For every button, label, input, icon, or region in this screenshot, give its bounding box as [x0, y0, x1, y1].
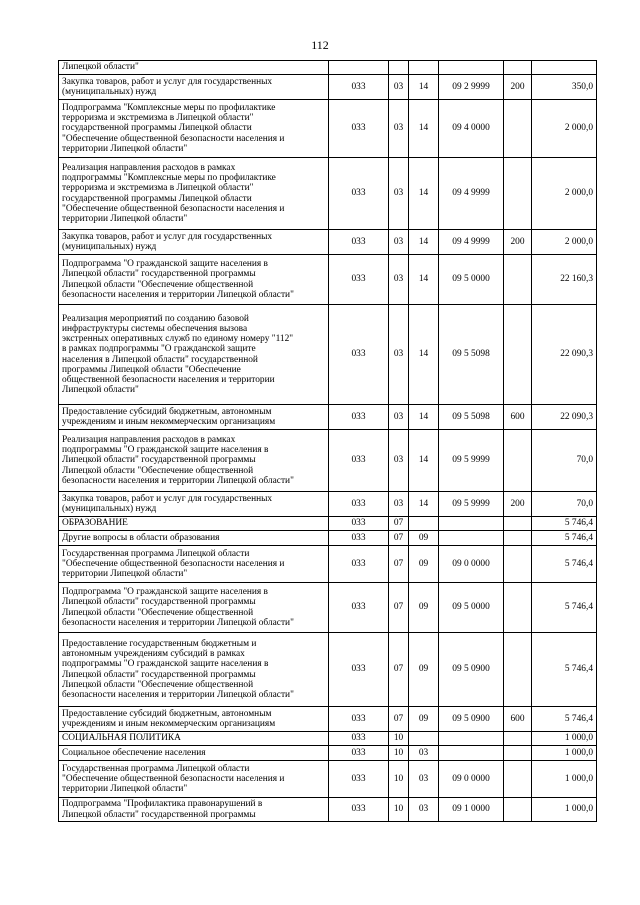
row-admin-code: 033: [329, 430, 389, 492]
row-admin-code: 033: [329, 531, 389, 546]
row-subsection-code: 03: [409, 761, 439, 798]
table-row: [59, 531, 597, 546]
row-expense-type-code: [504, 798, 532, 822]
row-name: Липецкой области": [59, 61, 329, 75]
row-target-code: 09 5 9999: [439, 492, 504, 517]
table-row: [59, 430, 597, 492]
row-section-code: 03: [389, 158, 409, 230]
row-subsection-code: 14: [409, 230, 439, 255]
budget-table-body: [59, 61, 597, 822]
row-name: Предоставление государственным бюджетным и автономным учреждениям субсидий в рамках подпрограммы "О гражданской защите населения в Липецкой области" государственной программы Липецкой области "Обеспечение общественной безопасности населения и территории Липецкой области": [59, 633, 329, 707]
row-amount: 70,0: [532, 430, 597, 492]
row-subsection-code: 14: [409, 158, 439, 230]
budget-table: [58, 60, 597, 822]
row-target-code: 09 5 0900: [439, 707, 504, 732]
row-section-code: 03: [389, 305, 409, 405]
row-section-code: 07: [389, 531, 409, 546]
row-name: Подпрограмма "Профилактика правонарушений в Липецкой области" государственной программы: [59, 798, 329, 822]
row-name: Подпрограмма "О гражданской защите населения в Липецкой области" государственной программы Липецкой области "Обеспечение общественной безопасности населения и территории Липецкой области": [59, 583, 329, 633]
row-subsection-code: 14: [409, 305, 439, 405]
row-admin-code: 033: [329, 158, 389, 230]
row-section-code: 07: [389, 707, 409, 732]
row-expense-type-code: [504, 430, 532, 492]
row-target-code: [439, 61, 504, 75]
row-target-code: 09 5 5098: [439, 405, 504, 430]
row-target-code: 09 0 0000: [439, 546, 504, 583]
row-target-code: 09 5 0900: [439, 633, 504, 707]
row-section-code: 10: [389, 761, 409, 798]
row-target-code: 09 5 5098: [439, 305, 504, 405]
table-row: [59, 732, 597, 746]
row-admin-code: 033: [329, 230, 389, 255]
row-target-code: 09 4 9999: [439, 230, 504, 255]
table-row: [59, 761, 597, 798]
row-section-code: 03: [389, 405, 409, 430]
row-expense-type-code: [504, 633, 532, 707]
row-admin-code: 033: [329, 75, 389, 100]
row-amount: 5 746,4: [532, 707, 597, 732]
row-amount: 5 746,4: [532, 517, 597, 531]
row-name: СОЦИАЛЬНАЯ ПОЛИТИКА: [59, 732, 329, 746]
row-section-code: 03: [389, 492, 409, 517]
row-section-code: 10: [389, 732, 409, 746]
row-target-code: 09 4 0000: [439, 100, 504, 158]
row-subsection-code: 09: [409, 707, 439, 732]
row-section-code: 03: [389, 75, 409, 100]
row-target-code: [439, 531, 504, 546]
row-amount: 2 000,0: [532, 158, 597, 230]
row-amount: [532, 61, 597, 75]
row-amount: 22 090,3: [532, 305, 597, 405]
row-name: ОБРАЗОВАНИЕ: [59, 517, 329, 531]
row-amount: 2 000,0: [532, 100, 597, 158]
row-name: Социальное обеспечение населения: [59, 746, 329, 761]
row-name: Предоставление субсидий бюджетным, автономным учреждениям и иным некоммерческим организациям: [59, 405, 329, 430]
row-admin-code: [329, 61, 389, 75]
row-expense-type-code: 200: [504, 492, 532, 517]
row-name: Реализация направления расходов в рамках подпрограммы "О гражданской защите населения в Липецкой области" государственной программы Липецкой области "Обеспечение общественной безопасности населения и территории Липецкой области": [59, 430, 329, 492]
row-amount: 1 000,0: [532, 746, 597, 761]
table-row: [59, 100, 597, 158]
row-amount: 1 000,0: [532, 798, 597, 822]
row-section-code: 07: [389, 546, 409, 583]
row-target-code: 09 5 0000: [439, 255, 504, 305]
row-target-code: 09 5 0000: [439, 583, 504, 633]
row-subsection-code: [409, 517, 439, 531]
row-section-code: 07: [389, 633, 409, 707]
row-name: Предоставление субсидий бюджетным, автономным учреждениям и иным некоммерческим организациям: [59, 707, 329, 732]
row-section-code: [389, 61, 409, 75]
row-subsection-code: 14: [409, 255, 439, 305]
row-subsection-code: 14: [409, 100, 439, 158]
row-admin-code: 033: [329, 546, 389, 583]
table-row: [59, 492, 597, 517]
table-row: [59, 405, 597, 430]
row-expense-type-code: 200: [504, 75, 532, 100]
row-section-code: 03: [389, 230, 409, 255]
row-expense-type-code: 600: [504, 707, 532, 732]
row-section-code: 10: [389, 746, 409, 761]
row-name: Закупка товаров, работ и услуг для государственных (муниципальных) нужд: [59, 230, 329, 255]
row-section-code: 03: [389, 430, 409, 492]
row-section-code: 03: [389, 255, 409, 305]
row-subsection-code: 14: [409, 430, 439, 492]
row-expense-type-code: [504, 761, 532, 798]
row-admin-code: 033: [329, 707, 389, 732]
row-admin-code: 033: [329, 517, 389, 531]
row-amount: 1 000,0: [532, 732, 597, 746]
row-subsection-code: [409, 61, 439, 75]
row-section-code: 10: [389, 798, 409, 822]
row-name: Закупка товаров, работ и услуг для государственных (муниципальных) нужд: [59, 75, 329, 100]
row-expense-type-code: [504, 305, 532, 405]
row-admin-code: 033: [329, 798, 389, 822]
row-amount: 1 000,0: [532, 761, 597, 798]
row-name: Государственная программа Липецкой области "Обеспечение общественной безопасности населения и территории Липецкой области": [59, 546, 329, 583]
table-row: [59, 583, 597, 633]
table-row: [59, 707, 597, 732]
row-subsection-code: 09: [409, 633, 439, 707]
row-target-code: 09 4 9999: [439, 158, 504, 230]
row-amount: 350,0: [532, 75, 597, 100]
table-row: [59, 633, 597, 707]
row-expense-type-code: [504, 100, 532, 158]
table-row: [59, 255, 597, 305]
row-expense-type-code: [504, 746, 532, 761]
row-section-code: 07: [389, 583, 409, 633]
row-amount: 5 746,4: [532, 546, 597, 583]
row-expense-type-code: 200: [504, 230, 532, 255]
row-name: Подпрограмма "О гражданской защите населения в Липецкой области" государственной программы Липецкой области "Обеспечение общественной безопасности населения и территории Липецкой области": [59, 255, 329, 305]
row-amount: 22 090,3: [532, 405, 597, 430]
row-name: Закупка товаров, работ и услуг для государственных (муниципальных) нужд: [59, 492, 329, 517]
row-admin-code: 033: [329, 633, 389, 707]
table-row: [59, 158, 597, 230]
row-admin-code: 033: [329, 100, 389, 158]
row-subsection-code: 09: [409, 546, 439, 583]
row-expense-type-code: [504, 531, 532, 546]
table-row: [59, 230, 597, 255]
row-amount: 22 160,3: [532, 255, 597, 305]
row-expense-type-code: [504, 517, 532, 531]
row-target-code: [439, 517, 504, 531]
row-section-code: 07: [389, 517, 409, 531]
row-target-code: [439, 732, 504, 746]
table-row: [59, 798, 597, 822]
row-admin-code: 033: [329, 761, 389, 798]
row-expense-type-code: [504, 583, 532, 633]
row-admin-code: 033: [329, 746, 389, 761]
row-subsection-code: 09: [409, 583, 439, 633]
row-name: Реализация направления расходов в рамках подпрограммы "Комплексные меры по профилактике терроризма и экстремизма в Липецкой области" государственной программы Липецкой области "Обеспечение общественной безопасности населения и территории Липецкой области": [59, 158, 329, 230]
row-target-code: 09 0 0000: [439, 761, 504, 798]
row-subsection-code: 14: [409, 492, 439, 517]
page-number: 112: [311, 38, 329, 52]
row-admin-code: 033: [329, 305, 389, 405]
row-name: Подпрограмма "Комплексные меры по профилактике терроризма и экстремизма в Липецкой области" государственной программы Липецкой области "Обеспечение общественной безопасности населения и территории Липецкой области": [59, 100, 329, 158]
row-target-code: 09 1 0000: [439, 798, 504, 822]
row-subsection-code: 14: [409, 75, 439, 100]
row-subsection-code: 09: [409, 531, 439, 546]
row-name: Другие вопросы в области образования: [59, 531, 329, 546]
row-admin-code: 033: [329, 492, 389, 517]
row-name: Реализация мероприятий по созданию базовой инфраструктуры системы обеспечения вызова экстренных оперативных служб по единому номеру "112" в рамках подпрограммы "О гражданской защите населения в Липецкой области" государственной программы Липецкой области "Обеспечение общественной безопасности населения и территории Липецкой области": [59, 305, 329, 405]
row-amount: 2 000,0: [532, 230, 597, 255]
row-expense-type-code: [504, 255, 532, 305]
row-subsection-code: 03: [409, 746, 439, 761]
row-section-code: 03: [389, 100, 409, 158]
row-target-code: 09 2 9999: [439, 75, 504, 100]
row-expense-type-code: [504, 158, 532, 230]
row-target-code: 09 5 9999: [439, 430, 504, 492]
row-amount: 70,0: [532, 492, 597, 517]
row-expense-type-code: [504, 61, 532, 75]
row-expense-type-code: 600: [504, 405, 532, 430]
row-expense-type-code: [504, 546, 532, 583]
row-admin-code: 033: [329, 583, 389, 633]
row-target-code: [439, 746, 504, 761]
row-subsection-code: [409, 732, 439, 746]
row-subsection-code: 03: [409, 798, 439, 822]
row-amount: 5 746,4: [532, 531, 597, 546]
table-row: [59, 305, 597, 405]
table-row: [59, 746, 597, 761]
table-row: [59, 75, 597, 100]
row-admin-code: 033: [329, 405, 389, 430]
row-name: Государственная программа Липецкой области "Обеспечение общественной безопасности населения и территории Липецкой области": [59, 761, 329, 798]
row-subsection-code: 14: [409, 405, 439, 430]
row-admin-code: 033: [329, 255, 389, 305]
row-amount: 5 746,4: [532, 583, 597, 633]
row-amount: 5 746,4: [532, 633, 597, 707]
table-row: [59, 61, 597, 75]
table-row: [59, 546, 597, 583]
row-expense-type-code: [504, 732, 532, 746]
row-admin-code: 033: [329, 732, 389, 746]
table-row: [59, 517, 597, 531]
